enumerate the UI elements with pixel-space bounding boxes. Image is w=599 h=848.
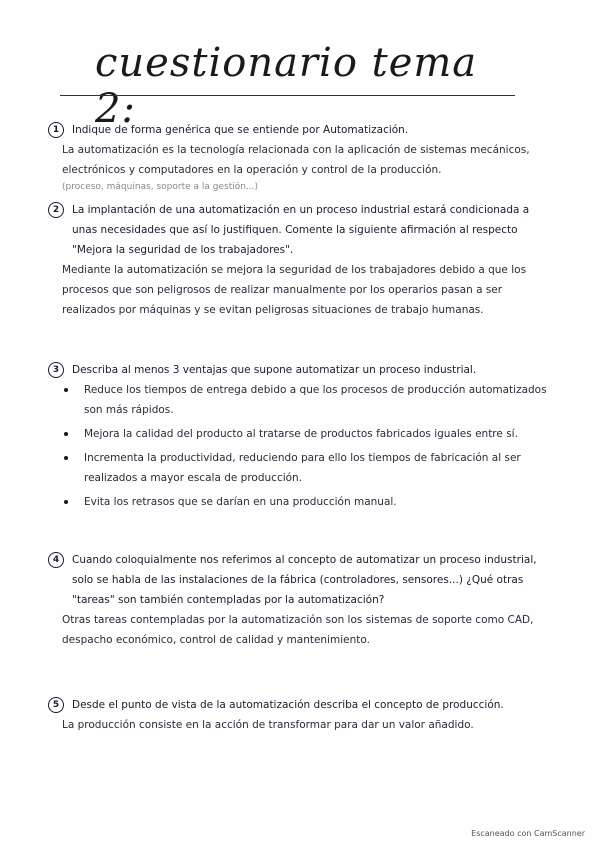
- question-2: [48, 200, 548, 320]
- question-4: [48, 550, 548, 650]
- question-number: 1: [48, 122, 64, 138]
- answer-note: (proceso, máquinas, soporte a la gestión...): [62, 182, 259, 192]
- answer-text: Mediante la automatización se mejora la seguridad de los trabajadores debido a que los procesos que son peligrosos de realizar manualmente por los operarios pasan a ser realizados por máquinas y se evitan peligrosas situaciones de trabajo humanas.: [62, 264, 527, 316]
- advantages-list: [48, 380, 548, 512]
- answer-text: Otras tareas contempladas por la automatización son los sistemas de soporte como CAD, despacho económico, control de calidad y mantenimiento.: [62, 614, 534, 646]
- question-number: 4: [48, 552, 64, 568]
- title-underline: [60, 95, 515, 96]
- question-number: 5: [48, 697, 64, 713]
- camscanner-watermark: Escaneado con CamScanner: [471, 829, 585, 838]
- answer-text: La producción consiste en la acción de transformar para dar un valor añadido.: [62, 719, 474, 731]
- list-item: Mejora la calidad del producto al tratarse de productos fabricados iguales entre sí.: [62, 424, 548, 444]
- list-item: Evita los retrasos que se darían en una producción manual.: [62, 492, 548, 512]
- question-number: 2: [48, 202, 64, 218]
- question-3: [48, 360, 548, 516]
- list-item: Incrementa la productividad, reduciendo para ello los tiempos de fabricación al ser realizados a mayor escala de producción.: [62, 448, 548, 488]
- list-item: Reduce los tiempos de entrega debido a que los procesos de producción automatizados son más rápidos.: [62, 380, 548, 420]
- question-5: [48, 695, 548, 735]
- question-number: 3: [48, 362, 64, 378]
- question-text: Indique de forma genérica que se entiende por Automatización.: [72, 124, 409, 136]
- question-text: Desde el punto de vista de la automatización describa el concepto de producción.: [72, 699, 504, 711]
- question-text: La implantación de una automatización en un proceso industrial estará condicionada a unas necesidades que así lo justifiquen. Comente la siguiente afirmación al respecto "Mejora la seguridad de los trabajadores".: [72, 204, 530, 256]
- answer-text: La automatización es la tecnología relacionada con la aplicación de sistemas mecánicos, electrónicos y computadores en la operación y control de la producción.: [62, 144, 530, 176]
- question-1: [48, 120, 548, 194]
- question-text: Cuando coloquialmente nos referimos al concepto de automatizar un proceso industrial, solo se habla de las instalaciones de la fábrica (controladores, sensores...) ¿Qué otras "tareas" son también contempladas por la automatización?: [72, 554, 537, 606]
- question-text: Describa al menos 3 ventajas que supone automatizar un proceso industrial.: [72, 364, 477, 376]
- page-title: cuestionario tema 2:: [95, 40, 478, 132]
